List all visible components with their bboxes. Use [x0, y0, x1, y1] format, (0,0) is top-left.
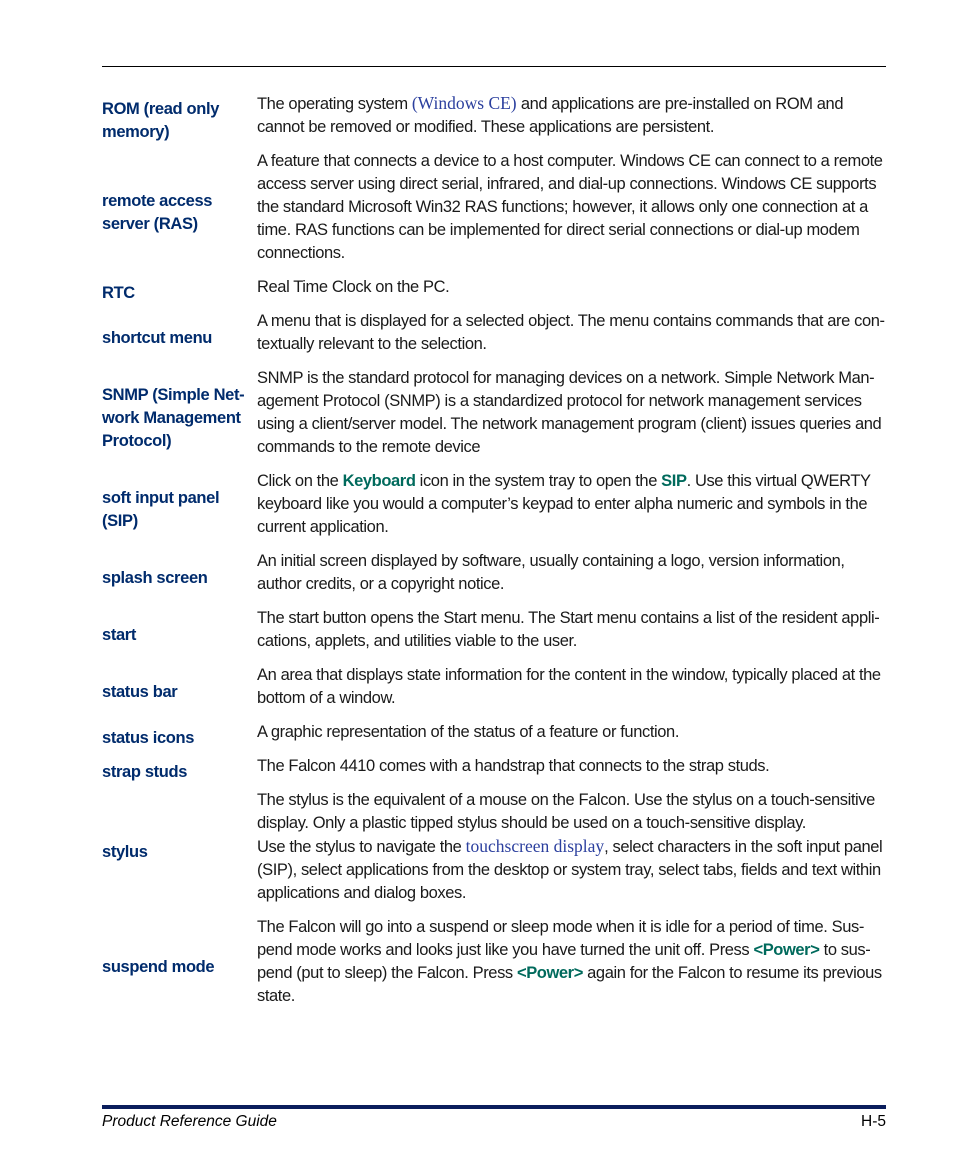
definition-sip: Click on the Keyboard icon in the system tray to open the SIP. Use this virtual QWERTY keyboard like you would a computer’s keypad to enter alpha numeric and symbols in the current application. [257, 472, 871, 536]
term-suspend-mode: suspend mode [102, 958, 215, 976]
keyword-power-1: <Power> [753, 941, 820, 959]
glossary-table [102, 92, 886, 1019]
definition-splash-screen: An initial screen displayed by software, usually containing a logo, version information, author credits, or a copyright notice. [257, 552, 845, 593]
glossary-row-ras [102, 150, 886, 276]
term-status-icons: status icons [102, 728, 195, 747]
term-rom: ROM (read only memory) [102, 100, 220, 141]
glossary-row-sip [102, 470, 886, 550]
definition-ras: A feature that connects a device to a host computer. Windows CE can connect to a remote access server using direct serial, infrared, and dial-up connections. Windows CE supports the standard Microsoft Win32 RAS functions; however, it allows only one connection at a time. RAS functions can be implemented for direct serial connections or dial-up modem connections. [257, 152, 883, 262]
term-stylus: stylus [102, 843, 148, 861]
term-strap-studs: strap studs [102, 762, 188, 781]
definition-suspend-mode: The Falcon will go into a suspend or sleep mode when it is idle for a period of time. Sus-pend mode works and looks just like you have turned the unit off. Press <Power> to sus-pend (put to sleep) the Falcon. Press <Power> again for the Falcon to resume its previous state. [257, 918, 882, 1005]
definition-status-bar: An area that displays state information for the content in the window, typically placed at the bottom of a window. [257, 666, 881, 707]
definition-rtc: Real Time Clock on the PC. [257, 278, 450, 296]
windows-ce-link[interactable]: (Windows CE) [411, 93, 517, 113]
definition-shortcut-menu: A menu that is displayed for a selected object. The menu contains commands that are con-textually relevant to the selection. [257, 312, 885, 353]
term-rtc: RTC [102, 283, 135, 302]
glossary-row-status-bar [102, 664, 886, 721]
definition-snmp: SNMP is the standard protocol for managing devices on a network. Simple Network Man-agement Protocol (SNMP) is a standardized protocol for network management services using a client/server model. The network management program (client) issues queries and commands to the remote device [257, 369, 882, 456]
touchscreen-display-link[interactable]: touchscreen display [465, 836, 605, 856]
definition-stylus [257, 789, 886, 916]
keyword-power-2: <Power> [516, 964, 583, 982]
term-status-bar: status bar [102, 683, 178, 701]
definition-status-icons: A graphic representation of the status of a feature or function. [257, 723, 680, 741]
glossary-row-stylus [102, 789, 886, 916]
glossary-row-shortcut-menu [102, 310, 886, 367]
term-splash-screen: splash screen [102, 569, 208, 587]
stylus-paragraph-2: Use the stylus to navigate the touchscreen display, select characters in the soft input panel (SIP), select applications from the desktop or system tray, select tabs, fields and text within applications and dialog boxes. [257, 836, 883, 902]
definition-start: The start button opens the Start menu. The Start menu contains a list of the resident appli-cations, applets, and utilities viable to the user. [257, 609, 880, 650]
footer-rule [102, 1105, 886, 1109]
glossary-row-start [102, 607, 886, 664]
header-rule [102, 66, 886, 67]
term-snmp: SNMP (Simple Net-work Management Protocol) [102, 386, 245, 450]
glossary-row-splash-screen [102, 550, 886, 607]
glossary-row-strap-studs [102, 755, 886, 789]
footer-title: Product Reference Guide [102, 1113, 277, 1130]
definition-rom: The operating system (Windows CE) and applications are pre-installed on ROM and cannot be removed or modified. These applications are persistent. [257, 93, 844, 136]
glossary-row-snmp [102, 367, 886, 470]
page-number: H-5 [861, 1113, 886, 1130]
term-sip: soft input panel (SIP) [102, 489, 220, 530]
stylus-paragraph-1: The stylus is the equivalent of a mouse on the Falcon. Use the stylus on a touch-sensitive display. Only a plastic tipped stylus should be used on a touch-sensitive display. [257, 791, 875, 832]
term-ras: remote access server (RAS) [102, 192, 213, 233]
term-start: start [102, 626, 137, 644]
term-shortcut-menu: shortcut menu [102, 329, 213, 347]
definition-strap-studs: The Falcon 4410 comes with a handstrap that connects to the strap studs. [257, 757, 770, 775]
glossary-row-rtc [102, 276, 886, 310]
glossary-row-suspend-mode [102, 916, 886, 1019]
keyword-keyboard: Keyboard [342, 472, 416, 490]
glossary-row-status-icons [102, 721, 886, 755]
glossary-row-rom [102, 92, 886, 150]
keyword-sip: SIP [661, 472, 687, 490]
